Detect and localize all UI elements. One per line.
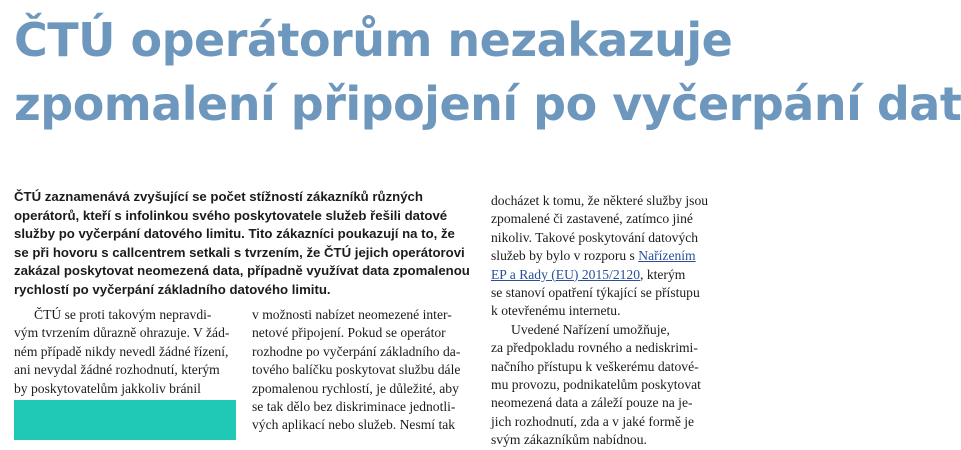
body-line: zpomalenou rychlostí, je důležité, aby: [252, 380, 459, 396]
body-column-2: [252, 306, 482, 435]
body-line: neomezená data a záleží pouze na je-: [491, 395, 693, 411]
body-line: Uvedené Nařízení umožňuje,: [511, 321, 670, 337]
body-line: za předpokladu rovného a nediskrimi-: [491, 340, 698, 356]
body-line: vých aplikací nebo služeb. Nesmí tak: [252, 417, 456, 433]
body-line: v možnosti nabízet neomezené inter-: [252, 307, 452, 322]
body-text: služeb by bylo v rozporu s: [491, 248, 639, 264]
lead-line: zakázal poskytovat neomezená data, případně využívat data zpomalenou: [14, 263, 470, 279]
body-line: [491, 247, 721, 265]
body-line: načního přístupu k veškerému datové-: [491, 358, 699, 374]
lead-line: se při hovoru s callcentrem setkali s tvrzením, že ČTÚ jejich operátorovi: [14, 244, 465, 260]
body-line: zpomalené či zastavené, zatímco jiné: [491, 211, 693, 227]
body-line: se tak dělo bez diskriminace jednotli-: [252, 399, 456, 415]
body-line: jich rozhodnutí, zda a v jaké formě je: [491, 413, 695, 429]
body-line: mu provozu, podnikatelům poskytovat: [491, 377, 701, 393]
body-line: tového balíčku poskytovat službu dále: [252, 362, 461, 378]
body-line: docházet k tomu, že některé služby jsou: [491, 193, 709, 208]
body-line: netové připojení. Pokud se operátor: [252, 325, 446, 341]
article-title: [14, 8, 961, 136]
lead-paragraph: [14, 188, 474, 300]
body-line: k otevřenému internetu.: [491, 303, 621, 319]
lead-line: ČTÚ zaznamenává zvyšující se počet stížností zákazníků různých: [14, 189, 423, 204]
accent-bar: [14, 400, 236, 440]
body-line: ném případě nikdy nevedl žádné řízení,: [14, 343, 229, 359]
lead-line: rychlostí po vyčerpání základního datového limitu.: [14, 281, 331, 297]
body-line: vým tvrzením důrazně ohrazuje. V žád-: [14, 325, 230, 341]
body-line: svým zákazníkům nabídnou.: [491, 432, 647, 448]
regulation-link[interactable]: Nařízením: [638, 248, 696, 264]
body-line: by poskytovatelům jakkoliv bránil: [14, 380, 201, 396]
lead-line: služby po vyčerpání datového limitu. Tito zákazníci poukazují na to, že: [14, 226, 455, 242]
body-line: se stanoví opatření týkající se přístupu: [491, 285, 700, 301]
body-column-1: [14, 306, 244, 398]
body-line: nikoliv. Takové poskytování datových: [491, 229, 699, 245]
title-line: ČTÚ operátorům nezakazuje: [14, 13, 733, 67]
body-line: [491, 266, 721, 284]
regulation-link[interactable]: EP a Rady (EU) 2015/2120: [491, 266, 641, 282]
title-line: zpomalení připojení po vyčerpání dat: [14, 77, 961, 131]
lead-line: operátorů, kteří s infolinkou svého poskytovatele služeb řešili datové: [14, 207, 448, 223]
body-line: ČTÚ se proti takovým nepravdi-: [34, 307, 212, 322]
body-line: rozhodne po vyčerpání základního da-: [252, 343, 461, 359]
body-column-3: [491, 192, 721, 450]
body-text: , kterým: [640, 266, 686, 282]
body-line: ani nevydal žádné rozhodnutí, kterým: [14, 362, 220, 378]
